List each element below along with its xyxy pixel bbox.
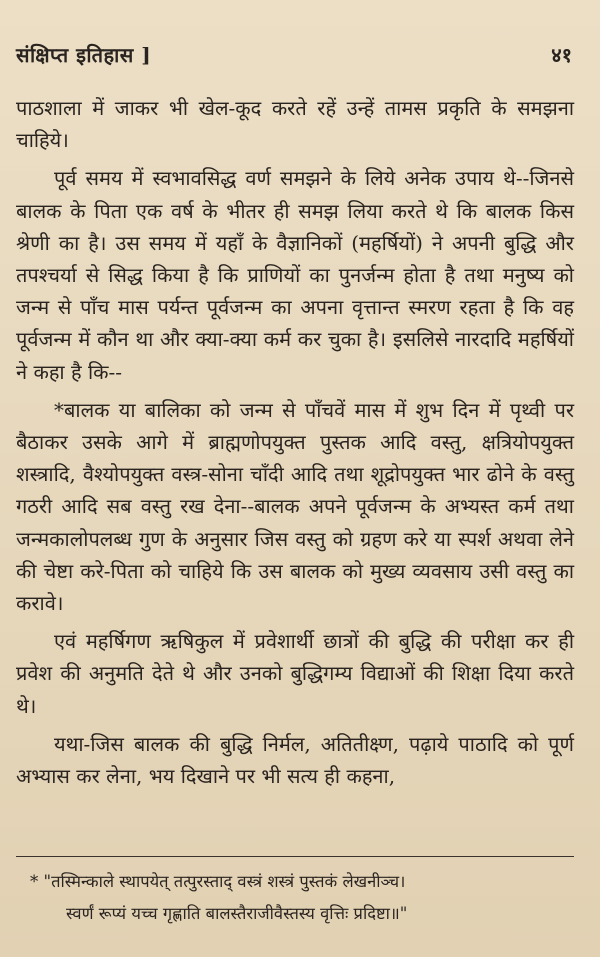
body-text (16, 92, 574, 798)
paragraph-5: यथा-जिस बालक की बुद्धि निर्मल, अतितीक्ष्ण, पढ़ाये पाठादि को पूर्ण अभ्यास कर लेना, भय दिखाने पर भी सत्य ही कहना, (16, 731, 574, 789)
page-number: ४१ (551, 43, 572, 67)
paragraph-2: पूर्व समय में स्वभावसिद्ध वर्ण समझने के लिये अनेक उपाय थे--जिनसे बालक के पिता एक वर्ष के भीतर ही समझ लिया करते थे कि बालक किस श्रेणी का है। उस समय में यहाँ के वैज्ञानिकों (महर्षियों) ने अपनी बुद्धि और तपश्चर्या से सिद्ध किया है कि प्राणियों का पुनर्जन्म होता है तथा मनुष्य को जन्म से पाँच मास पर्यन्त पूर्वजन्म का अपना वृत्तान्त स्मरण रहता है कि वह पूर्वजन्म में कौन था और क्या-क्या कर्म कर चुका है। इसलिसे नारदादि महर्षियों ने कहा है कि-- (16, 166, 574, 384)
footnote-line-1: * "तस्मिन्काले स्थापयेत् तत्पुरस्ताद् वस्त्रं शस्त्रं पुस्तकं लेखनीञ्च। (30, 872, 406, 891)
running-header (8, 40, 576, 74)
running-title: संक्षिप्त इतिहास ] (16, 43, 152, 67)
footnote-line-2: स्वर्णं रूप्यं यच्च गृह्णाति बालस्तैराजीवैस्तस्य वृत्तिः प्रदिष्टा॥" (66, 904, 408, 923)
footnote-divider (16, 856, 574, 857)
paragraph-1: पाठशाला में जाकर भी खेल-कूद करते रहें उन्हें तामस प्रकृति के समझना चाहिये। (16, 96, 574, 153)
paragraph-3: *बालक या बालिका को जन्म से पाँचवें मास में शुभ दिन में पृथ्वी पर बैठाकर उसके आगे में ब्राह्मणोपयुक्त पुस्तक आदि वस्तु, क्षत्रियोपयुक्त शस्त्रादि, वैश्योपयुक्त वस्त्र-सोना चाँदी आदि तथा शूद्रोपयुक्त भार ढोने के वस्तु गठरी आदि सब वस्तु रख देना--बालक अपने पूर्वजन्म के अभ्यस्त कर्म तथा जन्मकालोपलब्ध गुण के अनुसार जिस वस्तु को ग्रहण करे या स्पर्श अथवा लेने की चेष्टा करे-पिता को चाहिये कि उस बालक को मुख्य व्यवसाय उसी वस्तु का करावे। (16, 397, 574, 616)
footnote (30, 866, 576, 930)
paragraph-4: एवं महर्षिगण ऋषिकुल में प्रवेशार्थी छात्रों की बुद्धि की परीक्षा कर ही प्रवेश की अनुमति देते थे और उनको बुद्धिगम्य विद्याओं की शिक्षा दिया करते थे। (16, 629, 574, 718)
